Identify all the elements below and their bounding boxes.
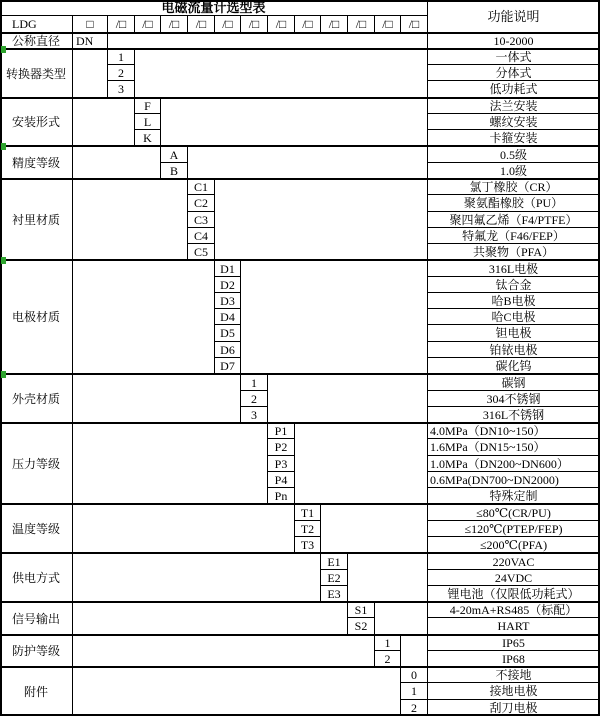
code-cell: 1 [375,635,401,651]
model-code-slot: /□ [108,16,135,33]
model-code-slot: /□ [161,16,188,33]
section-label: 精度等级 [0,146,73,179]
code-cell: D5 [215,325,241,342]
code-cell: 0 [401,667,428,683]
value-cell: 卡箍安装 [428,130,600,146]
blank-cell [73,635,375,667]
code-cell: S1 [348,602,375,618]
code-cell: P1 [268,423,295,439]
blank-cell [73,374,241,423]
value-cell: 钽电极 [428,325,600,342]
green-artifact-marker [1,257,6,264]
code-cell: D3 [215,293,241,309]
blank-cell [73,179,188,260]
value-cell: HART [428,618,600,635]
value-cell: 哈B电极 [428,293,600,309]
value-cell: 一体式 [428,49,600,65]
value-cell: 氯丁橡胶（CR） [428,179,600,195]
value-cell: 铂铱电极 [428,342,600,358]
value-cell: 分体式 [428,65,600,81]
value-cell: ≤80℃(CR/PU) [428,504,600,521]
value-cell: 0.6MPa(DN700~DN2000) [428,472,600,488]
blank-cell [241,260,428,374]
code-cell: K [135,130,161,146]
value-cell: IP68 [428,651,600,667]
value-cell: 特氟龙（F46/FEP） [428,228,600,244]
value-cell: 1.0级 [428,163,600,179]
model-code-slot: /□ [401,16,428,33]
value-cell: 螺纹安装 [428,114,600,130]
value-cell: 低功耗式 [428,81,600,98]
code-cell: T1 [295,504,321,521]
model-code-slot: /□ [188,16,215,33]
dn-code-cell: DN [73,33,108,49]
model-code-slot: /□ [215,16,241,33]
value-cell: 24VDC [428,570,600,586]
function-column-header: 功能说明 [428,0,600,33]
code-cell: 1 [108,49,135,65]
value-cell: ≤120℃(PTEP/FEP) [428,521,600,537]
value-cell: 锂电池（仅限低功耗式） [428,586,600,602]
code-cell: F [135,98,161,114]
code-cell: 2 [108,65,135,81]
section-label: 电极材质 [0,260,73,374]
code-cell: 2 [241,391,268,407]
blank-cell [161,98,428,146]
model-code-slot: /□ [135,16,161,33]
code-cell: P4 [268,472,295,488]
section-label: 信号输出 [0,602,73,635]
section-label: 防护等级 [0,635,73,667]
blank-cell [73,146,161,179]
model-prefix: LDG [0,16,73,33]
value-cell: 304不锈钢 [428,391,600,407]
value-cell: 刮刀电极 [428,700,600,716]
code-cell: L [135,114,161,130]
section-label: 衬里材质 [0,179,73,260]
value-cell: IP65 [428,635,600,651]
code-cell: E2 [321,570,348,586]
section-label: 温度等级 [0,504,73,553]
blank-cell [73,504,295,553]
blank-cell [73,98,135,146]
value-cell: 碳化钨 [428,358,600,374]
table-title: 电磁流量计选型表 [0,0,428,16]
blank-cell [135,49,428,98]
section-label: 压力等级 [0,423,73,504]
model-code-slot: /□ [241,16,268,33]
code-cell: 1 [401,683,428,700]
value-cell: 钛合金 [428,277,600,293]
code-cell: S2 [348,618,375,635]
blank-cell [188,146,428,179]
code-cell: Pn [268,488,295,504]
code-cell: D1 [215,260,241,277]
value-cell: 1.6MPa（DN15~150） [428,439,600,456]
section-label: 附件 [0,667,73,716]
code-cell: D7 [215,358,241,374]
code-cell: 3 [241,407,268,423]
section-label: 安装形式 [0,98,73,146]
model-code-slot: /□ [375,16,401,33]
value-cell: 不接地 [428,667,600,683]
value-cell: ≤200℃(PFA) [428,537,600,553]
code-cell: A [161,146,188,163]
blank-cell [348,553,428,602]
model-code-slot: /□ [295,16,321,33]
value-cell: 特殊定制 [428,488,600,504]
blank-cell [295,423,428,504]
code-cell: P3 [268,456,295,472]
blank-cell [401,635,428,667]
green-artifact-marker [1,46,6,53]
code-cell: C2 [188,195,215,212]
value-cell: 共聚物（PFA） [428,244,600,260]
blank-cell [375,602,428,635]
code-cell: T2 [295,521,321,537]
value-cell: 法兰安装 [428,98,600,114]
code-cell: E3 [321,586,348,602]
value-cell: 哈C电极 [428,309,600,325]
value-cell: 4-20mA+RS485（标配） [428,602,600,618]
code-cell: D6 [215,342,241,358]
code-cell: 1 [241,374,268,391]
section-label: 供电方式 [0,553,73,602]
code-cell: C1 [188,179,215,195]
code-cell: C3 [188,212,215,228]
code-cell: B [161,163,188,179]
value-cell: 聚氨酯橡胶（PU） [428,195,600,212]
dn-value-cell: 10-2000 [428,33,600,49]
code-cell: E1 [321,553,348,570]
blank-cell [73,667,401,716]
green-artifact-marker [1,143,6,150]
value-cell: 聚四氟乙烯（F4/PTFE） [428,212,600,228]
blank-cell [73,49,108,98]
model-code-slot: /□ [321,16,348,33]
code-cell: C4 [188,228,215,244]
model-box-slot: □ [73,16,108,33]
section-label: 转换器类型 [0,49,73,98]
value-cell: 碳钢 [428,374,600,391]
code-cell: T3 [295,537,321,553]
value-cell: 316L电极 [428,260,600,277]
section-label: 外壳材质 [0,374,73,423]
blank-cell [215,179,428,260]
value-cell: 接地电极 [428,683,600,700]
code-cell: P2 [268,439,295,456]
dn-blank-cell [108,33,428,49]
code-cell: 3 [108,81,135,98]
green-artifact-marker [1,371,6,378]
blank-cell [321,504,428,553]
value-cell: 0.5级 [428,146,600,163]
value-cell: 4.0MPa（DN10~150） [428,423,600,439]
code-cell: 2 [401,700,428,716]
code-cell: D4 [215,309,241,325]
blank-cell [73,553,321,602]
blank-cell [268,374,428,423]
blank-cell [73,602,348,635]
model-code-slot: /□ [268,16,295,33]
model-code-slot: /□ [348,16,375,33]
section-label-dn: 公称直径 [0,33,73,49]
blank-cell [73,423,268,504]
value-cell: 316L不锈钢 [428,407,600,423]
code-cell: D2 [215,277,241,293]
code-cell: C5 [188,244,215,260]
code-cell: 2 [375,651,401,667]
blank-cell [73,260,215,374]
value-cell: 1.0MPa（DN200~DN600） [428,456,600,472]
value-cell: 220VAC [428,553,600,570]
